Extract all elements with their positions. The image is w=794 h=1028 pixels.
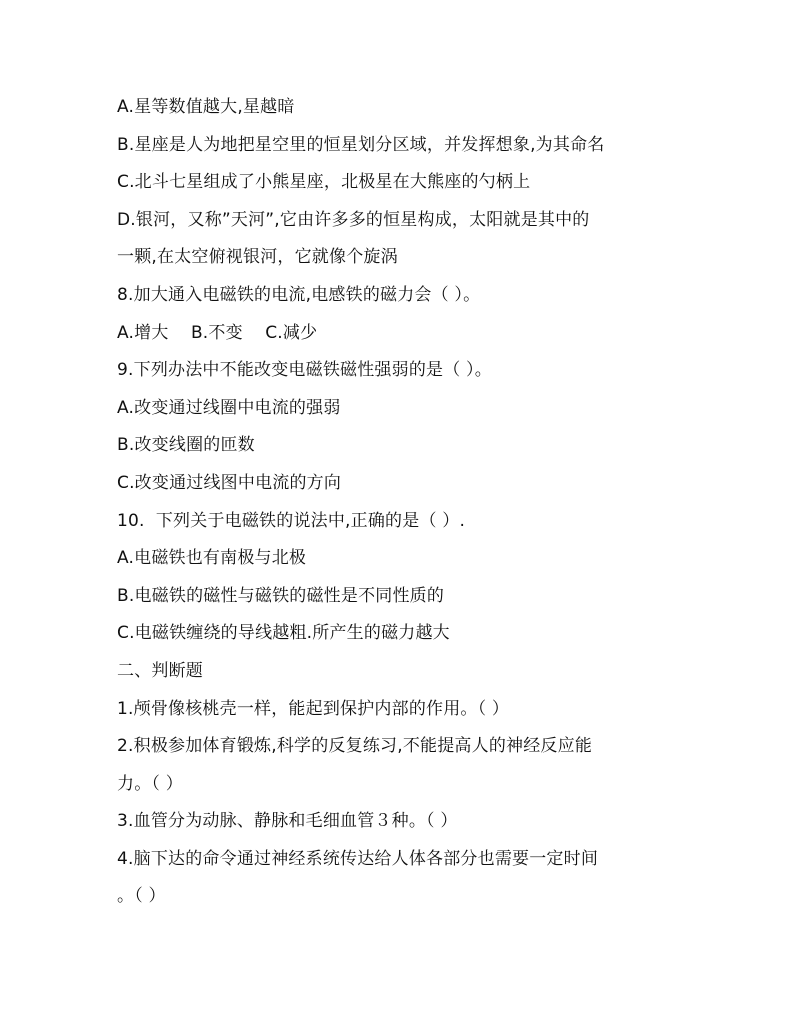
judgement-4: 4.脑下达的命令通过神经系统传达给人体各部分也需要一定时间 [117,848,599,869]
question-9: 9.下列办法中不能改变电磁铁磁性强弱的是（ ）。 [117,360,492,381]
question-10-option-a: A.电磁铁也有南极与北极 [117,548,307,569]
text-line: B.星座是人为地把星空里的恒星划分区域，并发挥想象,为其命名 [117,134,605,155]
text-line: C.北斗七星组成了小熊星座，北极星在大熊座的勺柄上 [117,172,531,193]
question-10: 10. 下列关于电磁铁的说法中,正确的是（ ）. [117,510,466,531]
question-8-options: A.增大 B.不变 C.减少 [117,322,318,343]
question-8: 8.加大通入电磁铁的电流,电感铁的磁力会（ ）。 [117,284,481,305]
question-10-option-b: B.电磁铁的磁性与磁铁的磁性是不同性质的 [117,585,445,606]
text-line: 一颗,在太空俯视银河，它就像个旋涡 [117,247,398,268]
judgement-2-continued: 力。（ ） [117,773,183,794]
question-9-option-a: A.改变通过线圈中电流的强弱 [117,397,341,418]
question-10-option-c: C.电磁铁缠绕的导线越粗.所产生的磁力越大 [117,623,450,644]
judgement-1: 1.颅骨像核桃壳一样，能起到保护内部的作用。（ ） [117,698,510,719]
judgement-2: 2.积极参加体育锻炼,科学的反复练习,不能提高人的神经反应能 [117,736,593,757]
document-text [117,89,677,916]
judgement-3: 3.血管分为动脉、静脉和毛细血管３种。（ ） [117,811,458,832]
question-9-option-c: C.改变通过线图中电流的方向 [117,472,342,493]
text-line: A.星等数值越大,星越暗 [117,97,295,117]
judgement-4-continued: 。（ ） [117,886,166,907]
section-heading: 二、判断题 [117,660,203,681]
question-9-option-b: B.改变线圈的匝数 [117,435,255,456]
text-line: D.银河，又称”天河”,它由许多多的恒星构成，太阳就是其中的 [117,209,590,230]
